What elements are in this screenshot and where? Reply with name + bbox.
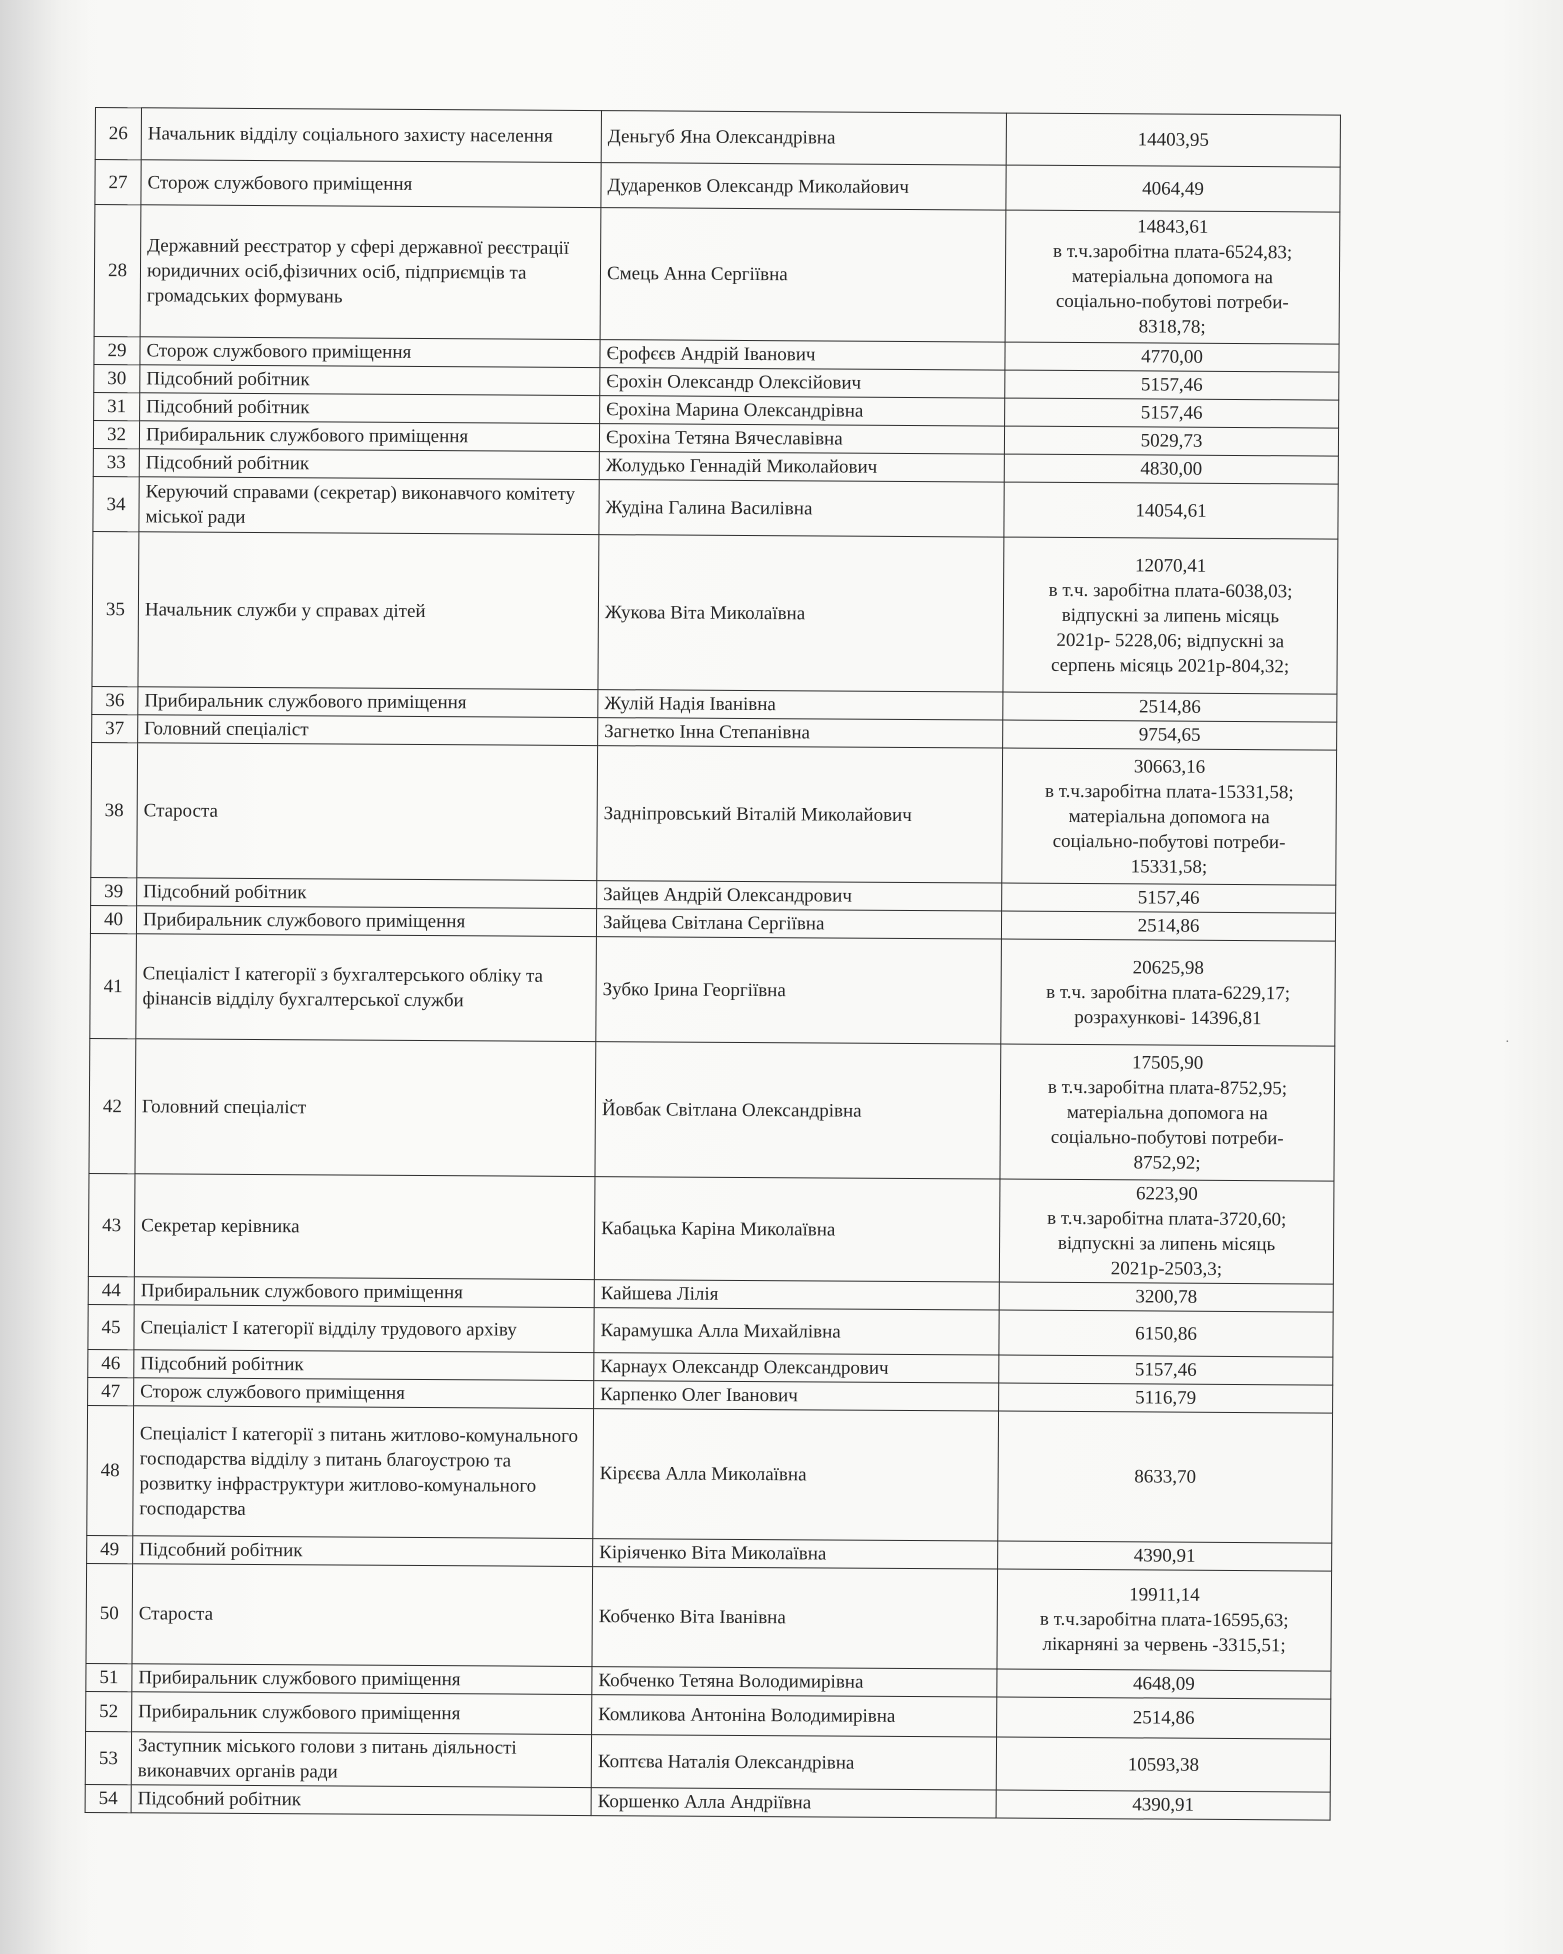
table-row xyxy=(86,1563,1332,1671)
amount-detail-line: соціально-побутові потреби- xyxy=(1052,830,1286,853)
position-cell: Підсобний робітник xyxy=(140,365,600,396)
amount-total: 20625,98 xyxy=(1132,956,1204,979)
amount-total: 5157,46 xyxy=(1140,374,1203,396)
position-cell: Прибиральник службового приміщення xyxy=(139,421,599,452)
row-number: 37 xyxy=(92,714,138,742)
position-cell: Прибиральник службового приміщення xyxy=(132,1692,592,1735)
amount-cell xyxy=(1006,165,1340,212)
amount-detail-line: в т.ч. заробітна плата-6229,17; xyxy=(1046,981,1291,1004)
scan-speck: · xyxy=(1505,1035,1510,1050)
amount-detail-line: відпускні за липень місяць xyxy=(1057,1232,1276,1256)
row-number: 32 xyxy=(93,420,139,448)
amount-detail-line: матеріальна допомога на xyxy=(1068,805,1270,828)
employee-name-cell: Жулій Надія Іванівна xyxy=(598,690,1003,720)
amount-detail-line: матеріальна допомога на xyxy=(1066,1101,1268,1124)
position-cell: Підсобний робітник xyxy=(137,878,597,909)
amount-total: 2514,86 xyxy=(1132,1707,1195,1729)
amount-detail-line: 15331,58; xyxy=(1130,855,1208,878)
row-number: 39 xyxy=(91,877,137,905)
payroll-table xyxy=(85,107,1341,1821)
amount-total: 4390,91 xyxy=(1132,1794,1195,1816)
amount-total: 4390,91 xyxy=(1133,1545,1196,1567)
amount-total: 8633,70 xyxy=(1134,1466,1197,1488)
amount-detail-line: серпень місяць 2021р-804,32; xyxy=(1050,654,1290,677)
position-cell: Підсобний робітник xyxy=(140,393,600,424)
amount-total: 14403,95 xyxy=(1137,129,1210,151)
position-cell: Керуючий справами (секретар) виконавчого комітету міської ради xyxy=(139,477,599,535)
amount-detail-line: в т.ч.заробітна плата-8752,95; xyxy=(1047,1076,1288,1099)
amount-total: 4064,49 xyxy=(1142,177,1204,200)
position-cell: Підсобний робітник xyxy=(134,1350,594,1381)
table-row xyxy=(95,160,1340,213)
amount-cell xyxy=(999,1310,1333,1357)
position-cell: Сторож службового приміщення xyxy=(140,337,600,368)
employee-name-cell: Зубко Ірина Георгіївна xyxy=(596,937,1002,1044)
amount-cell xyxy=(1006,113,1340,167)
employee-name-cell: Смець Анна Сергіївна xyxy=(600,208,1006,342)
table-row xyxy=(92,531,1338,694)
amount-cell xyxy=(999,1355,1333,1385)
amount-cell xyxy=(1002,883,1336,913)
amount-cell xyxy=(996,1790,1330,1820)
employee-name-cell: Деньгуб Яна Олександрівна xyxy=(601,111,1006,165)
row-number: 36 xyxy=(92,686,138,714)
employee-name-cell: Кобченко Тетяна Володимирівна xyxy=(592,1667,997,1697)
amount-total: 10593,38 xyxy=(1127,1753,1200,1776)
employee-name-cell: Зайцева Світлана Сергіївна xyxy=(596,909,1001,939)
amount-cell xyxy=(1005,370,1339,400)
employee-name-cell: Кобченко Віта Іванівна xyxy=(592,1567,998,1669)
amount-cell xyxy=(1004,454,1338,484)
amount-detail-line: лікарняні за червень -3315,51; xyxy=(1042,1633,1286,1657)
amount-total: 9754,65 xyxy=(1138,724,1201,746)
position-cell: Підсобний робітник xyxy=(133,1536,593,1567)
employee-name-cell: Жудіна Галина Василівна xyxy=(599,480,1004,537)
amount-detail-line: соціально-побутові потреби- xyxy=(1050,1126,1284,1149)
row-number: 50 xyxy=(86,1563,133,1663)
table-row xyxy=(88,1173,1334,1284)
employee-name-cell: Дударенков Олександр Миколайович xyxy=(601,163,1006,210)
amount-total: 6150,86 xyxy=(1135,1322,1197,1345)
amount-cell xyxy=(1003,537,1338,694)
employee-name-cell: Коптєва Наталія Олександрівна xyxy=(591,1735,996,1790)
amount-total: 14843,61 xyxy=(1137,216,1209,238)
table-row xyxy=(93,476,1338,539)
payroll-table-body xyxy=(85,108,1340,1821)
employee-name-cell: Карнаух Олександр Олександрович xyxy=(594,1353,999,1383)
amount-cell xyxy=(997,1697,1331,1739)
amount-cell xyxy=(999,1282,1333,1312)
position-cell: Заступник міського голови з питань діяльності виконавчих органів ради xyxy=(131,1732,591,1788)
position-cell: Начальник служби у справах дітей xyxy=(138,532,599,690)
row-number: 33 xyxy=(93,448,139,476)
row-number: 45 xyxy=(88,1304,134,1349)
amount-cell xyxy=(1001,939,1336,1046)
employee-name-cell: Єрохіна Марина Олександрівна xyxy=(600,396,1005,426)
position-cell: Сторож службового приміщення xyxy=(134,1378,594,1409)
amount-detail-line: в т.ч.заробітна плата-6524,83; xyxy=(1053,240,1293,264)
position-cell: Секретар керівника xyxy=(134,1174,595,1280)
amount-total: 5116,79 xyxy=(1135,1387,1197,1409)
employee-name-cell: Йовбак Світлана Олександрівна xyxy=(595,1042,1001,1179)
amount-total: 3200,78 xyxy=(1135,1286,1198,1308)
row-number: 52 xyxy=(86,1691,132,1731)
table-row xyxy=(89,1038,1335,1181)
amount-detail-line: відпускні за липень місяць xyxy=(1061,604,1280,627)
amount-total: 14054,61 xyxy=(1135,499,1207,522)
position-cell: Спеціаліст І категорії з бухгалтерського обліку та фінансів відділу бухгалтерської служби xyxy=(136,934,597,1042)
amount-total: 5157,46 xyxy=(1140,402,1203,424)
amount-total: 12070,41 xyxy=(1135,554,1207,577)
amount-total: 2514,86 xyxy=(1138,696,1201,718)
amount-total: 30663,16 xyxy=(1133,755,1206,778)
position-cell: Староста xyxy=(132,1564,593,1667)
table-row xyxy=(95,108,1340,168)
amount-cell xyxy=(1004,482,1338,539)
position-cell: Сторож службового приміщення xyxy=(141,160,601,208)
amount-total: 4830,00 xyxy=(1140,458,1203,480)
row-number: 26 xyxy=(95,108,141,160)
amount-cell xyxy=(1005,210,1340,344)
amount-total: 4770,00 xyxy=(1141,346,1203,368)
page-shadow-edge xyxy=(0,0,90,1954)
row-number: 41 xyxy=(90,933,137,1038)
amount-cell xyxy=(997,1669,1331,1699)
row-number: 48 xyxy=(87,1405,134,1535)
row-number: 29 xyxy=(94,336,140,364)
row-number: 42 xyxy=(89,1038,136,1173)
row-number: 53 xyxy=(85,1731,131,1784)
amount-detail-line: в т.ч. заробітна плата-6038,03; xyxy=(1048,579,1293,602)
amount-detail-line: 2021р-2503,3; xyxy=(1110,1258,1223,1280)
employee-name-cell: Кабацька Каріна Миколаївна xyxy=(594,1177,1000,1282)
amount-total: 2514,86 xyxy=(1137,915,1200,937)
position-cell: Головний спеціаліст xyxy=(135,1039,596,1177)
table-row xyxy=(88,1304,1333,1357)
employee-name-cell: Зайцев Андрій Олександрович xyxy=(597,881,1002,911)
amount-cell xyxy=(1004,426,1338,456)
table-row xyxy=(87,1405,1333,1543)
employee-name-cell: Кірєєва Алла Миколаївна xyxy=(593,1409,999,1541)
amount-cell xyxy=(1000,1044,1335,1181)
position-cell: Начальник відділу соціального захисту населення xyxy=(141,108,601,163)
amount-detail-line: в т.ч.заробітна плата-15331,58; xyxy=(1044,780,1294,803)
employee-name-cell: Комликова Антоніна Володимирівна xyxy=(592,1695,997,1737)
row-number: 49 xyxy=(87,1535,133,1563)
amount-cell xyxy=(996,1737,1330,1792)
row-number: 46 xyxy=(88,1349,134,1377)
position-cell: Прибиральник службового приміщення xyxy=(136,906,596,937)
amount-detail-line: розрахункові- 14396,81 xyxy=(1074,1006,1262,1029)
employee-name-cell: Карамушка Алла Михайлівна xyxy=(594,1308,999,1355)
amount-cell xyxy=(1003,692,1337,722)
employee-name-cell: Карпенко Олег Іванович xyxy=(594,1381,999,1411)
position-cell: Підсобний робітник xyxy=(131,1785,591,1816)
amount-total: 17505,90 xyxy=(1131,1051,1204,1074)
employee-name-cell: Задніпровський Віталій Миколайович xyxy=(597,746,1003,883)
position-cell: Головний спеціаліст xyxy=(138,715,598,746)
employee-name-cell: Єрохін Олександр Олексійович xyxy=(600,368,1005,398)
amount-detail-line: матеріальна допомога на xyxy=(1071,265,1274,289)
amount-cell xyxy=(997,1569,1332,1671)
amount-total: 5157,46 xyxy=(1134,1359,1197,1381)
row-number: 43 xyxy=(88,1173,135,1276)
amount-cell xyxy=(1005,398,1339,428)
row-number: 44 xyxy=(88,1276,134,1304)
amount-detail-line: 2021р- 5228,06; відпускні за xyxy=(1056,629,1285,652)
row-number: 30 xyxy=(94,364,140,392)
amount-cell xyxy=(999,1179,1334,1284)
amount-cell xyxy=(998,1411,1333,1543)
amount-detail-line: в т.ч.заробітна плата-16595,63; xyxy=(1039,1608,1289,1632)
amount-total: 19911,14 xyxy=(1129,1584,1200,1606)
amount-cell xyxy=(1003,720,1337,750)
table-row xyxy=(94,205,1340,345)
row-number: 51 xyxy=(86,1663,132,1691)
amount-cell xyxy=(1001,911,1335,941)
amount-cell xyxy=(1005,342,1339,372)
employee-name-cell: Єрофєєв Андрій Іванович xyxy=(600,340,1005,370)
row-number: 35 xyxy=(92,531,139,686)
position-cell: Прибиральник службового приміщення xyxy=(134,1277,594,1308)
row-number: 38 xyxy=(91,742,138,877)
employee-name-cell: Кайшева Лілія xyxy=(594,1280,999,1310)
amount-cell xyxy=(998,1541,1332,1571)
position-cell: Прибиральник службового приміщення xyxy=(132,1664,592,1695)
employee-name-cell: Єрохіна Тетяна Вячеславівна xyxy=(599,424,1004,454)
table-row xyxy=(85,1731,1330,1792)
amount-total: 6223,90 xyxy=(1135,1183,1198,1205)
employee-name-cell: Коршенко Алла Андріївна xyxy=(591,1788,996,1818)
employee-name-cell: Жукова Віта Миколаївна xyxy=(598,535,1004,692)
position-cell: Підсобний робітник xyxy=(139,449,599,480)
amount-total: 5029,73 xyxy=(1140,430,1203,452)
table-row xyxy=(90,933,1336,1046)
employee-name-cell: Кіріяченко Віта Миколаївна xyxy=(593,1539,998,1569)
row-number: 31 xyxy=(94,392,140,420)
row-number: 40 xyxy=(90,905,136,933)
amount-total: 5157,46 xyxy=(1137,887,1200,909)
table-row xyxy=(91,742,1337,885)
position-cell: Спеціаліст І категорії відділу трудового архіву xyxy=(134,1305,594,1353)
amount-detail-line: соціально-побутові потреби- xyxy=(1055,290,1289,314)
row-number: 47 xyxy=(88,1377,134,1405)
employee-name-cell: Загнетко Інна Степанівна xyxy=(598,718,1003,748)
amount-detail-line: в т.ч.заробітна плата-3720,60; xyxy=(1047,1207,1287,1231)
amount-total: 4648,09 xyxy=(1132,1673,1195,1695)
position-cell: Державний реєстратор у сфері державної реєстрації юридичних осіб,фізичних осіб, підприємців та громадських формувань xyxy=(140,205,601,340)
amount-detail-line: 8318,78; xyxy=(1138,316,1206,338)
position-cell: Староста xyxy=(137,743,598,881)
amount-cell xyxy=(1002,748,1337,885)
row-number: 34 xyxy=(93,476,139,531)
position-cell: Прибиральник службового приміщення xyxy=(138,687,598,718)
row-number: 27 xyxy=(95,160,141,205)
amount-cell xyxy=(999,1383,1333,1413)
amount-detail-line: 8752,92; xyxy=(1133,1151,1201,1174)
employee-name-cell: Жолудько Геннадій Миколайович xyxy=(599,452,1004,482)
row-number: 54 xyxy=(85,1784,131,1812)
position-cell: Спеціаліст І категорії з питань житлово-комунального господарства відділу з питань благоустрою та розвитку інфраструктури житлово-комунального господарства xyxy=(133,1406,594,1539)
row-number: 28 xyxy=(94,205,141,337)
